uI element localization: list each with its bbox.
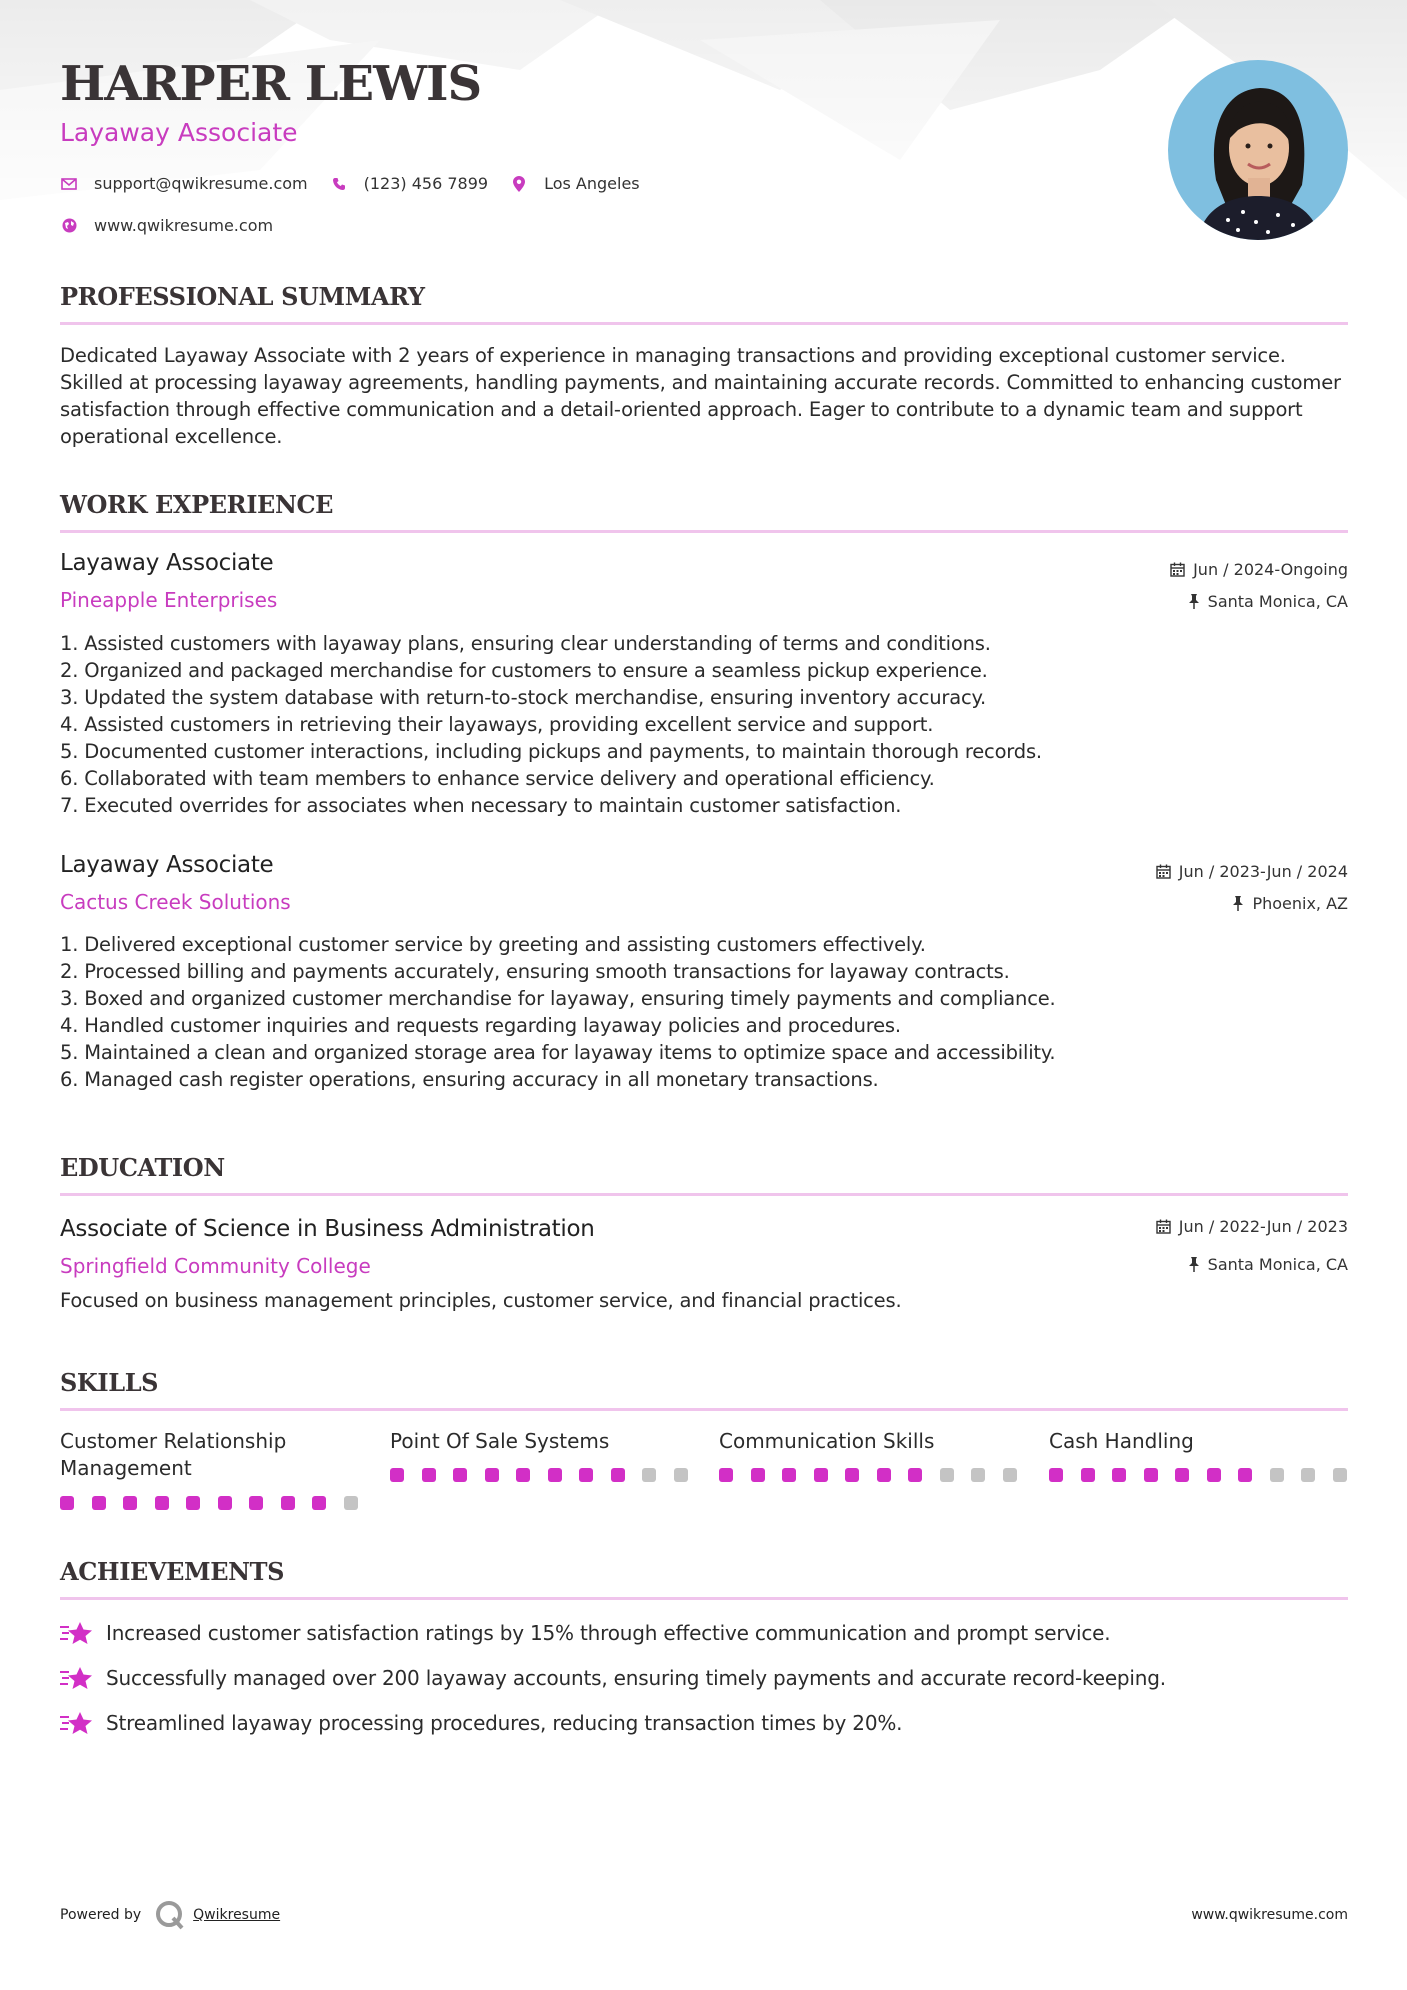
job-date-text: Jun / 2023-Jun / 2024 bbox=[1178, 862, 1348, 881]
section-divider bbox=[60, 530, 1348, 533]
skill-dot-filled bbox=[123, 1496, 137, 1510]
education-location bbox=[1188, 1255, 1348, 1274]
calendar-icon bbox=[1156, 1219, 1171, 1234]
footer-powered-by bbox=[60, 1900, 280, 1930]
contact-row-1 bbox=[60, 174, 662, 193]
job-responsibilities bbox=[60, 931, 1348, 1093]
list-item: 5. Documented customer interactions, including pickups and payments, to maintain thorough records. bbox=[60, 740, 1042, 763]
star-icon bbox=[60, 1710, 94, 1736]
achievement-text: Increased customer satisfaction ratings by 15% through effective communication and prompt service. bbox=[106, 1621, 1111, 1645]
skill-dot-filled bbox=[1175, 1468, 1189, 1482]
skill-dot-filled bbox=[1112, 1468, 1126, 1482]
skill-dot-filled bbox=[1207, 1468, 1221, 1482]
website-text: www.qwikresume.com bbox=[94, 216, 274, 235]
envelope-icon bbox=[60, 175, 78, 193]
candidate-role: Layaway Associate bbox=[60, 118, 298, 147]
profile-photo bbox=[1168, 60, 1348, 240]
skill-dot-filled bbox=[1049, 1468, 1063, 1482]
list-item: 5. Maintained a clean and organized storage area for layaway items to optimize space and accessibility. bbox=[60, 1041, 1056, 1064]
skill-dot-filled bbox=[281, 1496, 295, 1510]
skills-heading: SKILLS bbox=[60, 1368, 159, 1397]
skill-dot-empty bbox=[674, 1468, 688, 1482]
phone-icon bbox=[330, 175, 348, 193]
skill-name: Communication Skills bbox=[719, 1429, 935, 1453]
star-icon bbox=[60, 1665, 94, 1691]
skill-name: Customer Relationship Management bbox=[60, 1429, 287, 1480]
skill-dot-filled bbox=[845, 1468, 859, 1482]
summary-text: Dedicated Layaway Associate with 2 years of experience in managing transactions and providing exceptional customer service. Skilled at processing layaway agreements, handling payments, and maintaining accurate records. Committed to enhancing customer satisfaction through effective communication and a detail-oriented approach. Eager to contribute to a dynamic team and support operational excellence. bbox=[60, 344, 1341, 448]
section-divider bbox=[60, 322, 1348, 325]
skill-dot-filled bbox=[485, 1468, 499, 1482]
list-item: 4. Assisted customers in retrieving their layaways, providing excellent service and support. bbox=[60, 713, 934, 736]
contact-website[interactable] bbox=[60, 216, 273, 235]
list-item: 2. Processed billing and payments accurately, ensuring smooth transactions for layaway contracts. bbox=[60, 960, 1010, 983]
job-title: Layaway Associate bbox=[60, 550, 274, 576]
achievement-text: Successfully managed over 200 layaway accounts, ensuring timely payments and accurate record-keeping. bbox=[106, 1666, 1166, 1690]
degree-title: Associate of Science in Business Administration bbox=[60, 1216, 595, 1242]
calendar-icon bbox=[1156, 864, 1171, 879]
education-location-text: Santa Monica, CA bbox=[1207, 1255, 1348, 1274]
contact-phone[interactable] bbox=[330, 174, 488, 193]
job-date-text: Jun / 2024-Ongoing bbox=[1193, 560, 1348, 579]
skill-dot-empty bbox=[940, 1468, 954, 1482]
skill-dot-filled bbox=[186, 1496, 200, 1510]
achievement-text: Streamlined layaway processing procedures, reducing transaction times by 20%. bbox=[106, 1711, 903, 1735]
skill-dot-filled bbox=[782, 1468, 796, 1482]
job-location-text: Phoenix, AZ bbox=[1252, 894, 1348, 913]
skill-dot-empty bbox=[344, 1496, 358, 1510]
achievement-item bbox=[60, 1710, 902, 1736]
skill-name: Cash Handling bbox=[1049, 1429, 1194, 1453]
calendar-icon bbox=[1170, 562, 1185, 577]
achievement-item bbox=[60, 1620, 1110, 1646]
skill-dot-filled bbox=[155, 1496, 169, 1510]
list-item: 1. Assisted customers with layaway plans, ensuring clear understanding of terms and conditions. bbox=[60, 632, 991, 655]
star-icon bbox=[60, 1620, 94, 1646]
skill-level-dots bbox=[719, 1468, 1034, 1482]
skill-item bbox=[390, 1428, 690, 1455]
section-divider bbox=[60, 1193, 1348, 1196]
job-date bbox=[1170, 560, 1348, 579]
pushpin-icon bbox=[1232, 896, 1244, 911]
list-item: 3. Updated the system database with return-to-stock merchandise, ensuring inventory accuracy. bbox=[60, 686, 987, 709]
skill-name: Point Of Sale Systems bbox=[390, 1429, 610, 1453]
skill-dot-filled bbox=[751, 1468, 765, 1482]
skill-level-dots bbox=[1049, 1468, 1364, 1482]
job-company: Cactus Creek Solutions bbox=[60, 890, 291, 914]
contact-row-2 bbox=[60, 216, 295, 235]
skill-dot-empty bbox=[642, 1468, 656, 1482]
list-item: 6. Collaborated with team members to enhance service delivery and operational efficiency. bbox=[60, 767, 935, 790]
skill-level-dots bbox=[390, 1468, 705, 1482]
skill-dot-filled bbox=[1081, 1468, 1095, 1482]
skill-dot-filled bbox=[877, 1468, 891, 1482]
map-pin-icon bbox=[510, 175, 528, 193]
skill-dot-filled bbox=[814, 1468, 828, 1482]
location-text: Los Angeles bbox=[544, 174, 640, 193]
job-company: Pineapple Enterprises bbox=[60, 588, 278, 612]
achievements-heading: ACHIEVEMENTS bbox=[60, 1557, 285, 1586]
skill-dot-filled bbox=[579, 1468, 593, 1482]
achievement-item bbox=[60, 1665, 1166, 1691]
job-location bbox=[1232, 894, 1348, 913]
skill-dot-filled bbox=[390, 1468, 404, 1482]
skill-dot-filled bbox=[453, 1468, 467, 1482]
skill-dot-filled bbox=[516, 1468, 530, 1482]
skill-item bbox=[1049, 1428, 1349, 1455]
pushpin-icon bbox=[1188, 1257, 1200, 1272]
skill-dot-empty bbox=[1270, 1468, 1284, 1482]
skill-dot-empty bbox=[1301, 1468, 1315, 1482]
skill-level-dots bbox=[60, 1496, 375, 1510]
skill-dot-filled bbox=[312, 1496, 326, 1510]
skill-dot-filled bbox=[60, 1496, 74, 1510]
skill-item bbox=[60, 1428, 360, 1482]
skill-dot-filled bbox=[611, 1468, 625, 1482]
list-item: 7. Executed overrides for associates when necessary to maintain customer satisfaction. bbox=[60, 794, 902, 817]
candidate-name: HARPER LEWIS bbox=[60, 56, 482, 112]
experience-heading: WORK EXPERIENCE bbox=[60, 490, 334, 519]
email-text: support@qwikresume.com bbox=[94, 174, 308, 193]
skill-dot-filled bbox=[908, 1468, 922, 1482]
job-location bbox=[1188, 592, 1348, 611]
list-item: 6. Managed cash register operations, ensuring accuracy in all monetary transactions. bbox=[60, 1068, 879, 1091]
qwikresume-link[interactable]: Qwikresume bbox=[193, 1907, 281, 1923]
list-item: 3. Boxed and organized customer merchandise for layaway, ensuring timely payments and compliance. bbox=[60, 987, 1056, 1010]
skill-dot-filled bbox=[92, 1496, 106, 1510]
education-description: Focused on business management principles, customer service, and financial practices. bbox=[60, 1289, 902, 1312]
summary-heading: PROFESSIONAL SUMMARY bbox=[60, 282, 425, 311]
skill-dot-filled bbox=[249, 1496, 263, 1510]
contact-location bbox=[510, 174, 640, 193]
education-date-text: Jun / 2022-Jun / 2023 bbox=[1178, 1217, 1348, 1236]
education-heading: EDUCATION bbox=[60, 1153, 225, 1182]
skill-dot-filled bbox=[1144, 1468, 1158, 1482]
skill-dot-filled bbox=[548, 1468, 562, 1482]
skill-dot-empty bbox=[1333, 1468, 1347, 1482]
school-name: Springfield Community College bbox=[60, 1254, 371, 1278]
job-title: Layaway Associate bbox=[60, 852, 274, 878]
section-divider bbox=[60, 1408, 1348, 1411]
job-location-text: Santa Monica, CA bbox=[1207, 592, 1348, 611]
skill-dot-filled bbox=[719, 1468, 733, 1482]
job-date bbox=[1156, 862, 1348, 881]
skill-dot-filled bbox=[218, 1496, 232, 1510]
skill-dot-empty bbox=[971, 1468, 985, 1482]
contact-email[interactable] bbox=[60, 174, 308, 193]
phone-text: (123) 456 7899 bbox=[363, 174, 489, 193]
skill-dot-empty bbox=[1003, 1468, 1017, 1482]
list-item: 1. Delivered exceptional customer service by greeting and assisting customers effectively. bbox=[60, 933, 926, 956]
qwikresume-logo-icon bbox=[155, 1900, 185, 1930]
skill-item bbox=[719, 1428, 1019, 1455]
education-date bbox=[1156, 1217, 1348, 1236]
powered-by-label: Powered by bbox=[60, 1907, 142, 1923]
footer-website[interactable]: www.qwikresume.com bbox=[1191, 1907, 1348, 1923]
skill-dot-filled bbox=[1238, 1468, 1252, 1482]
job-responsibilities bbox=[60, 630, 1348, 819]
list-item: 2. Organized and packaged merchandise for customers to ensure a seamless pickup experience. bbox=[60, 659, 988, 682]
globe-icon bbox=[60, 217, 78, 235]
section-divider bbox=[60, 1597, 1348, 1600]
skill-dot-filled bbox=[422, 1468, 436, 1482]
pushpin-icon bbox=[1188, 594, 1200, 609]
list-item: 4. Handled customer inquiries and requests regarding layaway policies and procedures. bbox=[60, 1014, 901, 1037]
